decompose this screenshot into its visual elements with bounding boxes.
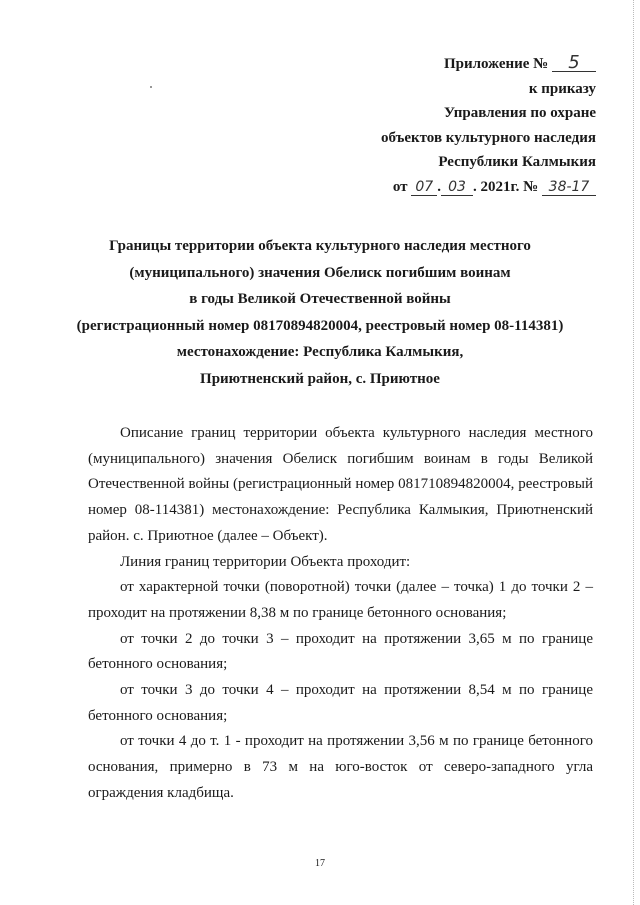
scan-edge <box>632 0 634 905</box>
date-prefix: от <box>392 178 408 195</box>
appendix-line <box>381 52 596 77</box>
header-order-line: к приказу <box>528 80 596 97</box>
header-department-line: Управления по охране <box>443 105 596 121</box>
title-line: (регистрационный номер 08170894820004, реестровый номер 08-114381) <box>76 317 564 334</box>
header-heritage-line: объектов культурного наследия <box>380 129 596 146</box>
title-line: (муниципального) значения Обелиск погибшим воинам <box>129 264 511 281</box>
title-line: местонахождение: Республика Калмыкия, <box>176 344 464 360</box>
scan-speck <box>150 86 152 88</box>
date-year: 2021г. № <box>480 178 539 195</box>
body-paragraph: Линия границ территории Объекта проходит: <box>120 553 411 570</box>
title-line: в годы Великой Отечественной войны <box>189 291 451 307</box>
date-month-handwritten: 03 <box>441 179 473 196</box>
order-number-handwritten: 38-17 <box>542 179 596 196</box>
body-paragraph: от точки 4 до т. 1 - проходит на протяжении 3,56 м по границе бетонного основания, примерно в 73 м на юго-восток от северо-западного угла ограждения кладбища. <box>88 733 593 801</box>
title-line: Границы территории объекта культурного наследия местного <box>109 238 531 254</box>
page-number: 17 <box>315 858 325 869</box>
body-paragraph: от характерной точки (поворотной) точки (далее – точка) 1 до точки 2 – проходит на протяжении 8,38 м по границе бетонного основания; <box>88 579 593 621</box>
header-republic-line: Республики Калмыкия <box>438 154 596 170</box>
title-line: Приютненский район, с. Приютное <box>200 370 440 387</box>
document-title <box>60 233 580 392</box>
appendix-label: Приложение № <box>443 56 549 72</box>
document-body <box>88 421 593 807</box>
appendix-number-handwritten: 5 <box>552 55 596 72</box>
body-paragraph: от точки 3 до точки 4 – проходит на протяжении 8,54 м по границе бетонного основания; <box>88 682 593 724</box>
header-date-line: от 07 . 03 . 2021г. № 38-17 <box>381 175 596 200</box>
body-paragraph: от точки 2 до точки 3 – проходит на протяжении 3,65 м по границе бетонного основания; <box>88 630 593 673</box>
date-day-handwritten: 07 <box>411 179 437 196</box>
body-paragraph: Описание границ территории объекта культурного наследия местного (муниципального) значения Обелиск погибшим воинам в годы Великой Отечественной войны (регистрационный номер 081710894820004, реестровый номер 08-114381) местонахождение: Республика Калмыкия, Приютненский район. с. Приютное (далее – Объект). <box>88 425 593 544</box>
appendix-header <box>381 52 596 199</box>
